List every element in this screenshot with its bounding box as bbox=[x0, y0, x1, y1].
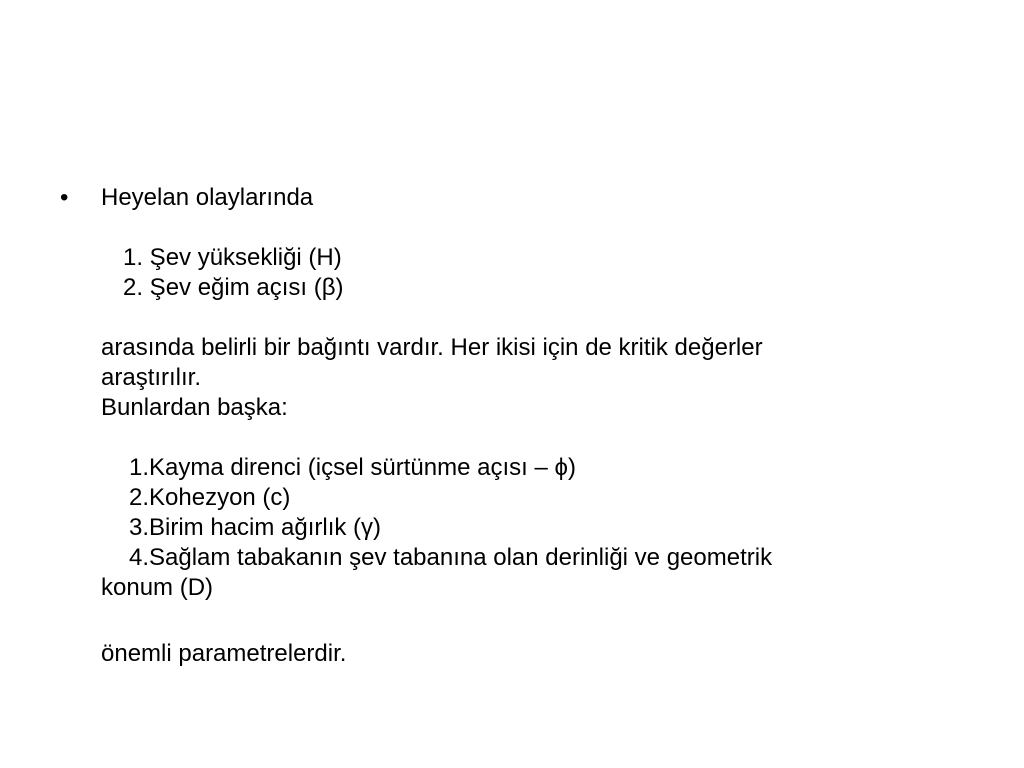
list-b-item-2: 2.Kohezyon (c) bbox=[129, 484, 291, 511]
spacer bbox=[101, 423, 981, 453]
list-b-item-4: 4.Sağlam tabakanın şev tabanına olan derinliği ve geometrik bbox=[129, 544, 773, 571]
spacer bbox=[101, 213, 981, 243]
paragraph-line-1: arasında belirli bir bağıntı vardır. Her ikisi için de kritik değerler bbox=[101, 334, 763, 361]
intro-text: Heyelan olaylarında bbox=[101, 184, 314, 211]
list-a-item-2: 2. Şev eğim açısı (β) bbox=[123, 274, 344, 301]
paragraph-line-3: Bunlardan başka: bbox=[101, 394, 288, 421]
spacer bbox=[101, 603, 981, 639]
list-b-item-3: 3.Birim hacim ağırlık (γ) bbox=[129, 514, 382, 541]
closing-text: önemli parametrelerdir. bbox=[101, 640, 347, 667]
paragraph-line-2: araştırılır. bbox=[101, 364, 202, 391]
list-b-item-4-continuation: konum (D) bbox=[101, 574, 214, 601]
bullet-marker: • bbox=[60, 184, 69, 211]
slide-body bbox=[101, 183, 981, 669]
list-b-item-1: 1.Kayma direnci (içsel sürtünme açısı – ϕ) bbox=[129, 454, 576, 481]
spacer bbox=[101, 303, 981, 333]
list-a-item-1: 1. Şev yüksekliği (H) bbox=[123, 244, 342, 271]
